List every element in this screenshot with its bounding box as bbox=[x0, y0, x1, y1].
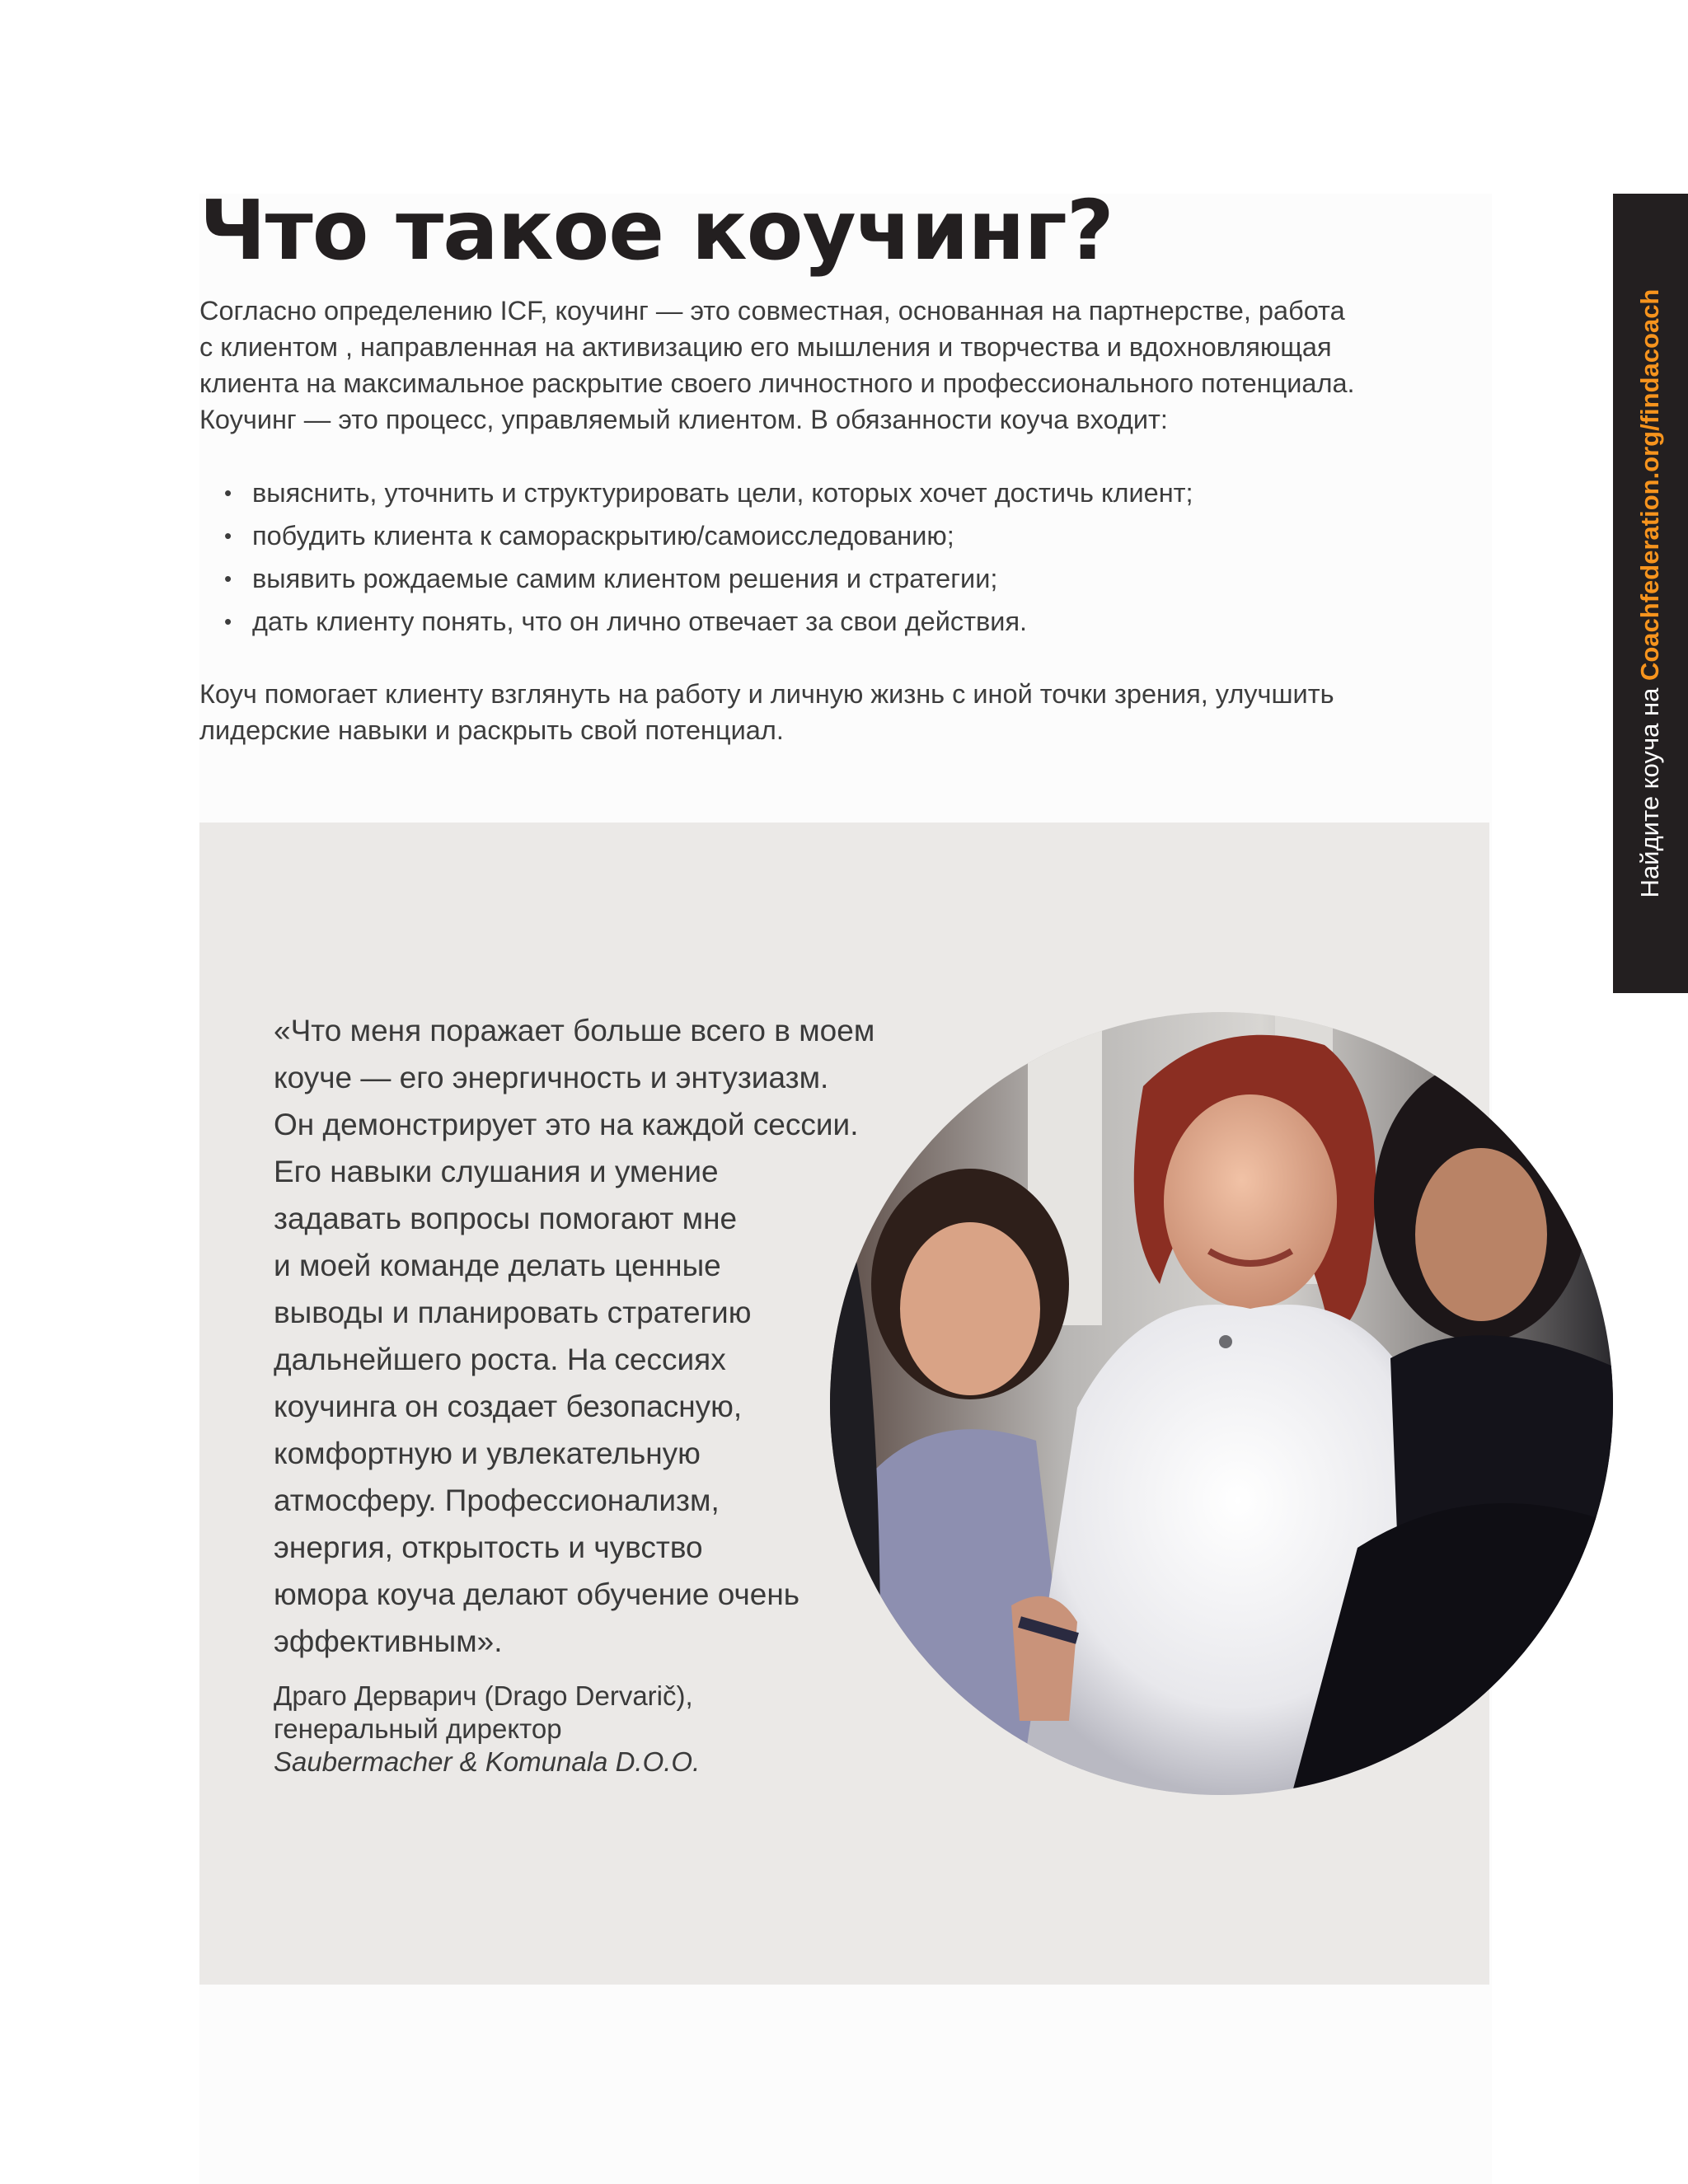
intro-line: с клиентом , направленная на активизацию его мышления и творчества и вдохновляющая bbox=[199, 332, 1332, 362]
list-item bbox=[223, 557, 1193, 600]
find-a-coach-text: Найдите коуча на bbox=[1635, 681, 1664, 898]
quote-line: коуче — его энергичность и энтузиазм. bbox=[274, 1061, 829, 1094]
quote-line: задавать вопросы помогают мне bbox=[274, 1202, 738, 1235]
attribution-company: Saubermacher & Komunala D.O.O. bbox=[274, 1746, 701, 1777]
quote-line: выводы и планировать стратегию bbox=[274, 1296, 752, 1329]
list-item bbox=[223, 600, 1193, 643]
find-a-coach-banner bbox=[1635, 214, 1665, 972]
quote-line: атмосферу. Профессионализм, bbox=[274, 1483, 720, 1517]
coach-duties-list bbox=[223, 471, 1193, 643]
bullet-icon: • bbox=[224, 609, 232, 634]
quote-line: дальнейшего роста. На сессиях bbox=[274, 1343, 726, 1376]
list-item bbox=[223, 514, 1193, 557]
list-item-text: выяснить, уточнить и структурировать цели, которых хочет достичь клиент; bbox=[252, 478, 1193, 508]
page-title: Что такое коучинг? bbox=[199, 182, 1114, 279]
intro-line: Коучинг — это процесс, управляемый клиентом. В обязанности коуча входит: bbox=[199, 405, 1168, 434]
intro-line: клиента на максимальное раскрытие своего личностного и профессионального потенциала. bbox=[199, 368, 1355, 398]
quote-line: энергия, открытость и чувство bbox=[274, 1530, 703, 1564]
bullet-icon: • bbox=[224, 566, 232, 591]
quote-line: юмора коуча делают обучение очень bbox=[274, 1577, 800, 1611]
bullet-icon: • bbox=[224, 523, 232, 548]
outro-paragraph bbox=[199, 676, 1452, 748]
list-item bbox=[223, 471, 1193, 514]
list-item-text: дать клиенту понять, что он лично отвечает за свои действия. bbox=[252, 607, 1028, 636]
list-item-text: выявить рождаемые самим клиентом решения и стратегии; bbox=[252, 564, 998, 593]
quote-attribution bbox=[274, 1680, 700, 1779]
find-a-coach-link[interactable]: Coachfederation.org/findacoach bbox=[1635, 288, 1664, 682]
coaching-group-photo bbox=[830, 1012, 1613, 1795]
quote-line: коучинга он создает безопасную, bbox=[274, 1390, 743, 1423]
quote-line: эффективным». bbox=[274, 1624, 503, 1658]
attribution-position: генеральный директор bbox=[274, 1713, 562, 1744]
list-item-text: побудить клиента к самораскрытию/самоисследованию; bbox=[252, 521, 954, 551]
outro-line: Коуч помогает клиенту взглянуть на работу и личную жизнь с иной точки зрения, улучшить bbox=[199, 679, 1334, 709]
quote-line: комфортную и увлекательную bbox=[274, 1436, 701, 1470]
quote-line: Его навыки слушания и умение bbox=[274, 1155, 719, 1188]
attribution-name: Драго Дерварич (Drago Dervarič), bbox=[274, 1680, 693, 1711]
bullet-icon: • bbox=[224, 480, 232, 505]
intro-paragraph bbox=[199, 293, 1452, 438]
quote-line: и моей команде делать ценные bbox=[274, 1249, 721, 1282]
outro-line: лидерские навыки и раскрыть свой потенциал. bbox=[199, 715, 784, 745]
testimonial-quote bbox=[274, 1007, 917, 1665]
intro-line: Согласно определению ICF, коучинг — это совместная, основанная на партнерстве, работа bbox=[199, 296, 1345, 326]
quote-line: «Что меня поражает больше всего в моем bbox=[274, 1014, 875, 1047]
quote-line: Он демонстрирует это на каждой сессии. bbox=[274, 1108, 859, 1141]
